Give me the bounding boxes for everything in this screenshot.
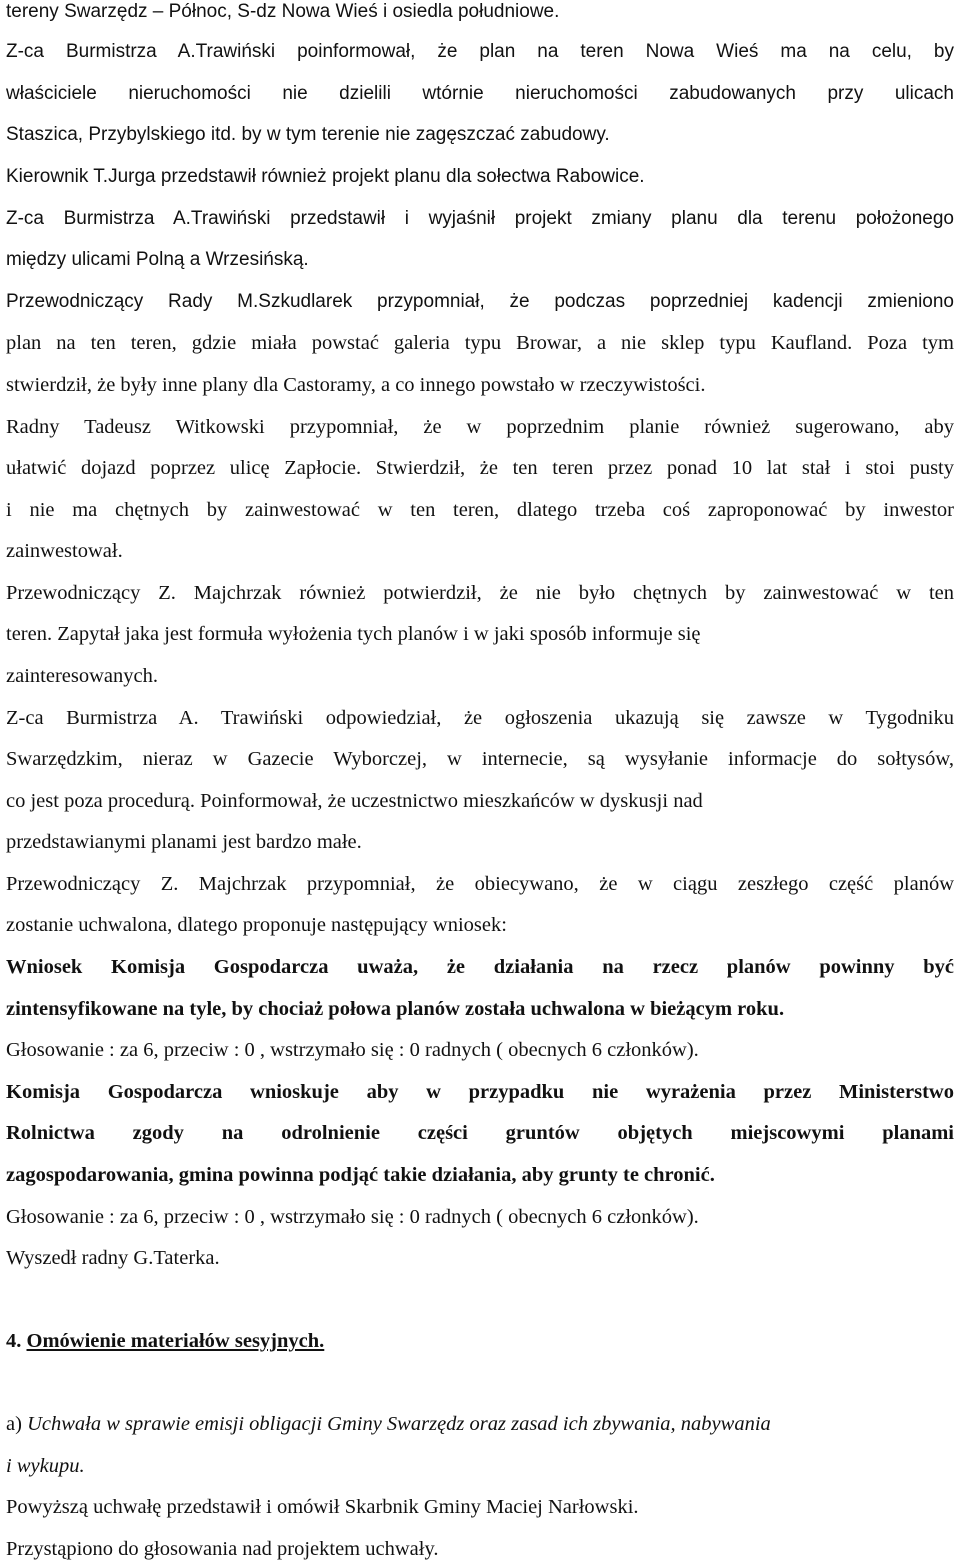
- line-text: Komisja Gospodarcza wnioskuje aby w przypadku nie wyrażenia przez Ministerstwo: [6, 1081, 954, 1103]
- paragraph-line: [6, 331, 954, 355]
- line-text: i nie ma chętnych by zainwestować w ten teren, dlatego trzeba coś zaproponować by inwestor: [6, 499, 954, 521]
- line-text: Wniosek Komisja Gospodarcza uważa, że działania na rzecz planów powinny być: [6, 956, 954, 978]
- section-heading: [6, 1329, 324, 1353]
- agenda-item-continuation: i wykupu.: [6, 1455, 85, 1477]
- paragraph-line: zainwestował.: [6, 540, 123, 562]
- paragraph-line: [6, 456, 954, 480]
- item-title: Uchwała w sprawie emisji obligacji Gminy Swarzędz oraz zasad ich zbywania, nabywania: [27, 1413, 771, 1435]
- line-text: Przewodniczący Z. Majchrzak również potwierdził, że nie było chętnych by zainwestować w ten: [6, 582, 954, 604]
- paragraph-line: tereny Swarzędz – Północ, S-dz Nowa Wieś i osiedla południowe.: [6, 1, 560, 22]
- line-text: plan na ten teren, gdzie miała powstać galeria typu Browar, a nie sklep typu Kaufland. Poza tym: [6, 332, 954, 354]
- paragraph-line: co jest poza procedurą. Poinformował, że uczestnictwo mieszkańców w dyskusji nad: [6, 790, 703, 812]
- section-number: 4.: [6, 1330, 22, 1352]
- paragraph-line: Wyszedł radny G.Taterka.: [6, 1247, 220, 1269]
- paragraph-line: [6, 872, 954, 896]
- paragraph-line: Powyższą uchwałę przedstawił i omówił Skarbnik Gminy Maciej Narłowski.: [6, 1496, 639, 1518]
- paragraph-line: teren. Zapytał jaka jest formuła wyłożenia tych planów i w jaki sposób informuje się: [6, 623, 701, 645]
- line-text: Przewodniczący Z. Majchrzak przypomniał, że obiecywano, że w ciągu zeszłego część planów: [6, 873, 954, 895]
- motion-text: [6, 1080, 954, 1104]
- line-text: Z-ca Burmistrza A.Trawiński poinformował, że plan na teren Nowa Wieś ma na celu, by: [6, 41, 954, 62]
- vote-result: Głosowanie : za 6, przeciw : 0 , wstrzymało się : 0 radnych ( obecnych 6 członków).: [6, 1039, 699, 1061]
- paragraph-line: [6, 747, 954, 771]
- paragraph-line: [6, 290, 954, 314]
- line-text: Rolnictwa zgody na odrolnienie części gruntów objętych miejscowymi planami: [6, 1122, 954, 1144]
- vote-result: Głosowanie : za 6, przeciw : 0 , wstrzymało się : 0 radnych ( obecnych 6 członków).: [6, 1206, 699, 1228]
- motion-text: zintensyfikowane na tyle, by chociaż połowa planów została uchwalona w bieżącym roku.: [6, 998, 785, 1020]
- paragraph-line: [6, 207, 954, 231]
- agenda-item: [6, 1412, 771, 1436]
- line-text: Radny Tadeusz Witkowski przypomniał, że w poprzednim planie również sugerowano, aby: [6, 416, 954, 438]
- paragraph-line: stwierdził, że były inne plany dla Castoramy, a co innego powstało w rzeczywistości.: [6, 374, 706, 396]
- line-text: Swarzędzkim, nieraz w Gazecie Wyborczej, w internecie, są wysyłanie informacje do sołtysów,: [6, 748, 954, 770]
- paragraph-line: [6, 706, 954, 730]
- paragraph-line: przedstawianymi planami jest bardzo małe.: [6, 831, 362, 853]
- motion-text: [6, 1121, 954, 1145]
- paragraph-line: [6, 581, 954, 605]
- section-title: Omówienie materiałów sesyjnych.: [26, 1330, 325, 1352]
- paragraph-line: [6, 40, 954, 64]
- paragraph-line: Staszica, Przybylskiego itd. by w tym terenie nie zagęszczać zabudowy.: [6, 124, 610, 145]
- line-text: Przewodniczący Rady M.Szkudlarek przypomniał, że podczas poprzedniej kadencji zmieniono: [6, 291, 954, 312]
- paragraph-line: [6, 82, 954, 106]
- paragraph-line: zostanie uchwalona, dlatego proponuje następujący wniosek:: [6, 914, 507, 936]
- motion-text: zagospodarowania, gmina powinna podjąć takie działania, aby grunty te chronić.: [6, 1164, 715, 1186]
- paragraph-line: między ulicami Polną a Wrzesińską.: [6, 249, 309, 270]
- line-text: właściciele nieruchomości nie dzielili wtórnie nieruchomości zabudowanych przy ulicach: [6, 83, 954, 104]
- line-text: ułatwić dojazd poprzez ulicę Zapłocie. Stwierdził, że ten teren przez ponad 10 lat stał i stoi pusty: [6, 457, 954, 479]
- line-text: Z-ca Burmistrza A.Trawiński przedstawił i wyjaśnił projekt zmiany planu dla terenu położonego: [6, 208, 954, 229]
- motion-text: [6, 955, 954, 979]
- paragraph-line: zainteresowanych.: [6, 665, 158, 687]
- item-prefix: a): [6, 1413, 22, 1435]
- paragraph-line: [6, 498, 954, 522]
- line-text: Z-ca Burmistrza A. Trawiński odpowiedział, że ogłoszenia ukazują się zawsze w Tygodniku: [6, 707, 954, 729]
- paragraph-line: Kierownik T.Jurga przedstawił również projekt planu dla sołectwa Rabowice.: [6, 166, 645, 187]
- paragraph-line: [6, 415, 954, 439]
- paragraph-line: Przystąpiono do głosowania nad projektem uchwały.: [6, 1538, 439, 1560]
